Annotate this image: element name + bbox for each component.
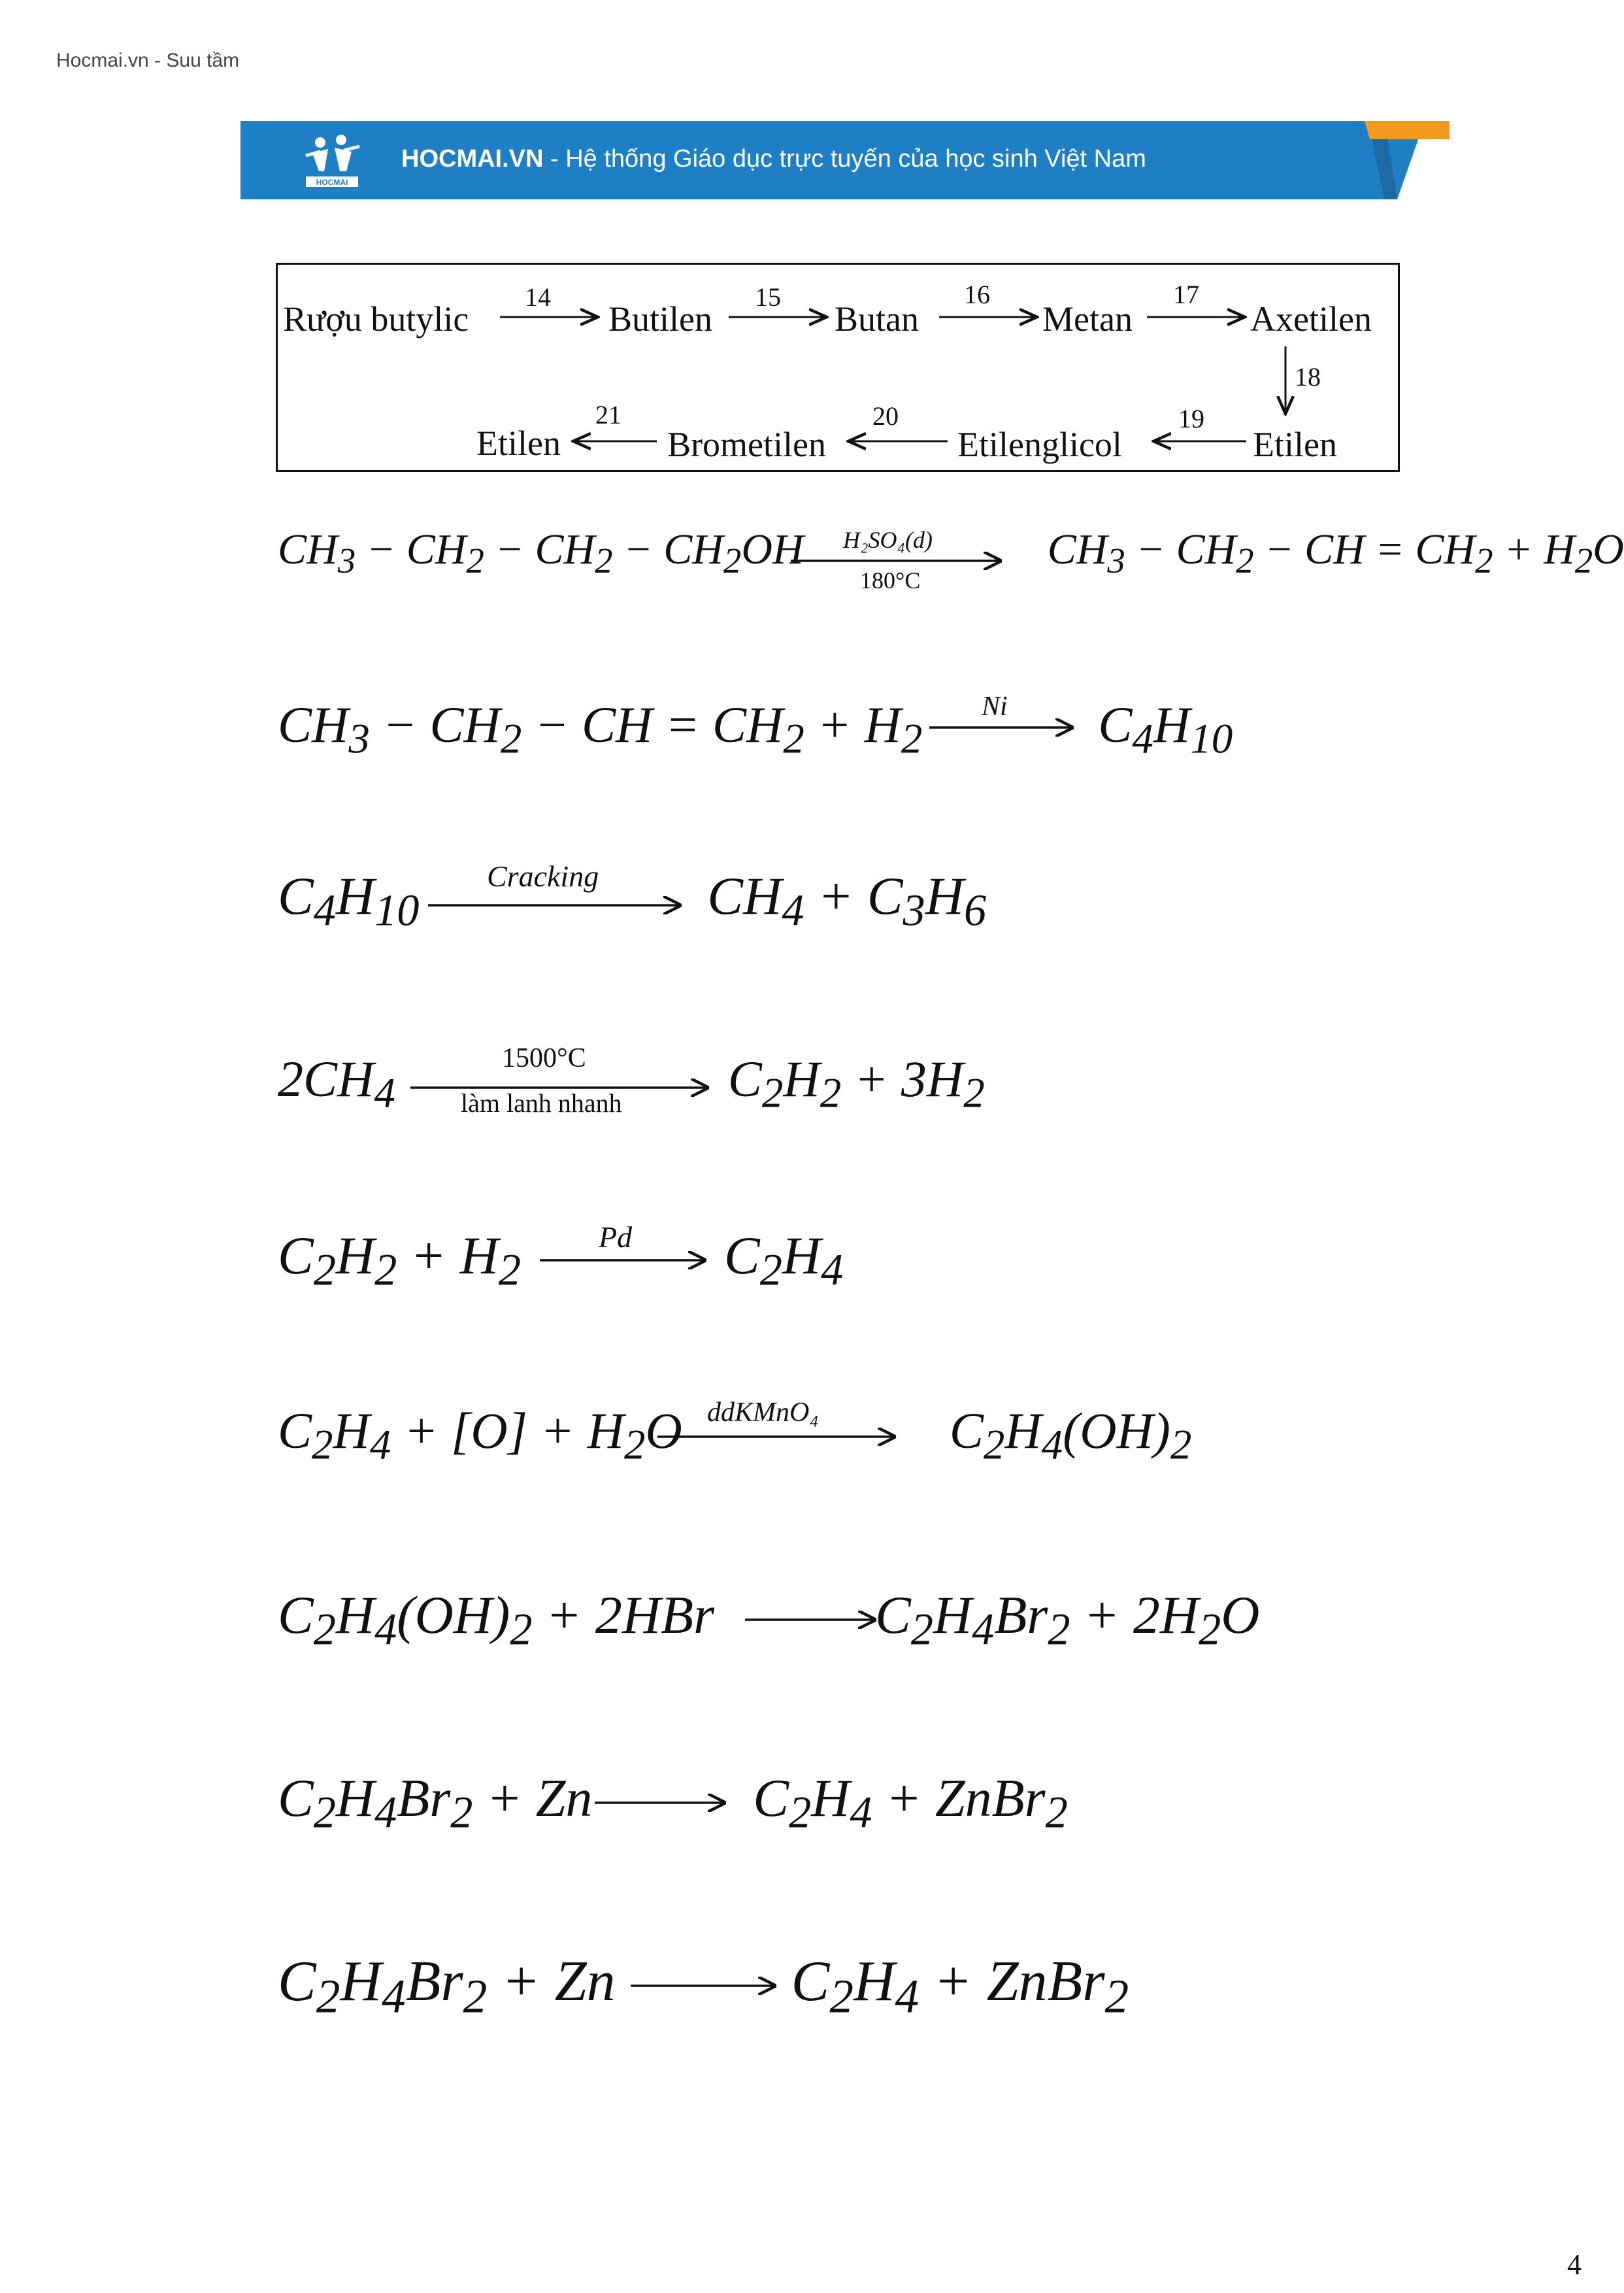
eq1-condition-bottom: 180°C [860,567,921,594]
equation-4: $2CH_4$ $C_2H_2 + 3H_2$ [278,1050,985,1117]
compound-ruou-butylic: Rượu butylic [283,299,469,339]
step-16: 16 [964,280,990,309]
source-note: Hocmai.vn - Suu tầm [56,50,240,71]
equation-3: $C_4H_{10}$ $CH_4 + C_3H_6$ [278,866,987,935]
compound-brometilen: Brometilen [667,425,826,464]
step-20: 20 [872,401,899,431]
eq4-condition-bottom: làm lanh nhanh [461,1088,622,1118]
compound-metan: Metan [1042,299,1133,339]
eq6-condition-top: ddKMnO₄ [707,1398,819,1428]
step-14: 14 [525,282,551,312]
tagline: - Hệ thống Giáo dục trực tuyến của học sinh Việt Nam [543,145,1146,173]
equation-5: $C_2H_2 + H_2$ $C_2H_4$ [278,1226,844,1295]
eq5-condition-top: Pd [599,1220,633,1254]
step-19: 19 [1178,404,1204,433]
compound-butilen: Butilen [608,299,712,339]
logo-text: HOCMAI [316,178,348,187]
equation-1: $CH_3 - CH_2 - CH_2 - CH_2OH$ $CH_3 - CH_2$ − CH = $CH_2 + H_2O$ [278,526,1624,581]
equation-9: $C_2H_4Br_2 + Zn$ $C_2H_4$ + ZnBr$_2$ [278,1950,1129,2023]
eq4-condition-top: 1500°C [502,1043,586,1073]
eq3-condition-top: Cracking [487,860,599,893]
eq1-condition-top: H₂SO₄(d) [843,527,933,553]
equation-2: $CH_3 - CH_2$ − CH = $CH_2 + H_2$ $C_4H_{10}$ [278,696,1233,763]
compound-etilen-final: Etilen [476,424,561,463]
page-number: 4 [1567,2249,1582,2281]
brand-name: HOCMAI.VN [401,145,544,173]
step-18: 18 [1295,362,1321,392]
compound-etilen: Etilen [1253,425,1337,464]
eq2-condition-top: Ni [982,692,1008,722]
step-17: 17 [1173,280,1199,309]
equation-8: $C_2H_4Br_2 + Zn$ $C_2H_4$ + ZnBr$_2$ [278,1768,1068,1837]
step-21: 21 [595,400,621,429]
compound-etilenglicol: Etilenglicol [957,425,1122,464]
equation-7: $C_2H_4(OH)_2 + 2HBr$ $C_2H_4Br_2 + 2H_2O$ [278,1585,1260,1654]
compound-butan: Butan [835,299,919,339]
step-15: 15 [755,282,781,312]
equation-6: $C_2H_4 + [O] + H_2O$ $C_2H_4(OH)_2$ [278,1402,1192,1469]
compound-axetilen: Axetilen [1250,299,1372,339]
